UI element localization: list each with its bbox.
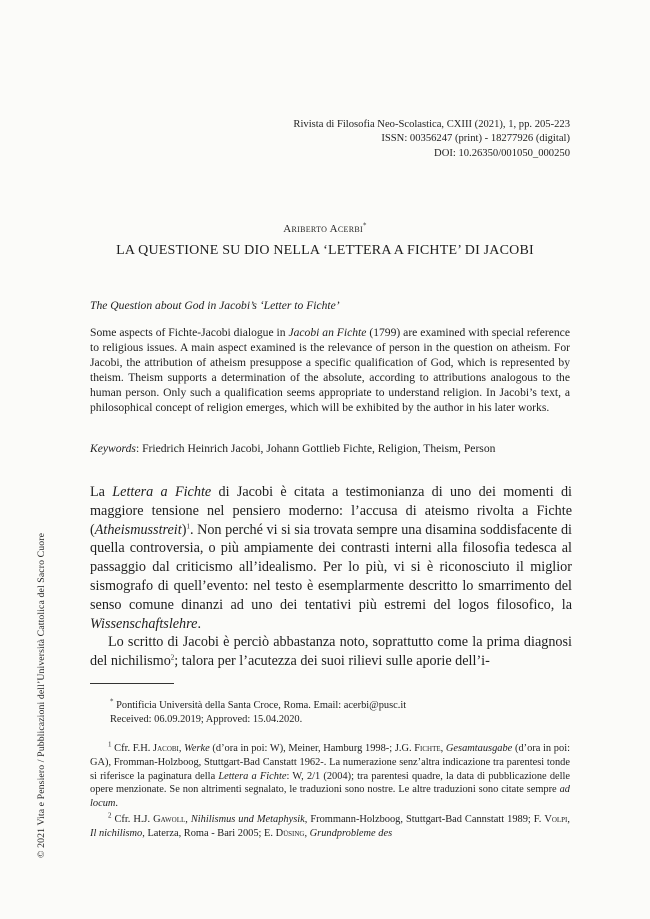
author-footnote-mark: * xyxy=(362,221,367,230)
abstract-text: Some aspects of Fichte-Jacobi dialogue in xyxy=(90,326,289,339)
body-text-span: ) xyxy=(181,521,187,538)
keywords-label: Keywords xyxy=(90,442,136,455)
footnote-text: (d’ora in poi: GA), Fromman-Holzboog, Stuttgart-Bad Canstatt 1962-. La numerazione senz’altra indicazione tra parentesi tonde si riferisce la paginatura della xyxy=(90,743,570,782)
work-title: Grundprobleme des xyxy=(309,827,393,839)
body-paragraph xyxy=(90,483,572,633)
footnote-mark: * xyxy=(110,697,114,706)
footnote-2 xyxy=(90,813,570,841)
author-name xyxy=(0,223,650,235)
english-title: The Question about God in Jacobi’s ‘Letter to Fichte’ xyxy=(90,299,340,312)
body-text-span: La xyxy=(90,484,113,500)
journal-issn: ISSN: 00356247 (print) - 18277926 (digital) xyxy=(381,133,570,145)
work-title: Lettera a Fichte xyxy=(218,770,287,782)
footnote-text: , Laterza, Roma - Bari 2005; E. xyxy=(142,827,276,839)
footnote-1 xyxy=(90,742,570,811)
footnote-text: , xyxy=(440,743,446,754)
abstract-text: (1799) are examined with special reference to religious issues. A main aspect examined is the relevance of person in the question on atheism. For Jacobi, the attribution of atheism presuppose a specific qualification of God, which is represented by theism. Theism supports a determination of the absolute, according to attributions analogous to the human person. Only such a qualification seems appropriate to understand religion. In Jacobi’s text, a philosophical concept of religion emerges, which will be exhibited by the author in his later works. xyxy=(90,326,570,414)
journal-header xyxy=(293,118,570,161)
footnote-text: , xyxy=(185,813,191,825)
work-title: Werke xyxy=(184,743,210,754)
affiliation-line xyxy=(90,699,570,713)
footnote-text: : W, 2/1 (2004); tra parentesi quadre, la data di pubblicazione delle opere menzionate. Se non altrimenti segnalato, le traduzioni sono nostre. Le altre traduzioni sono citate sempre xyxy=(90,770,571,796)
work-title: Il nichilismo xyxy=(90,827,143,839)
work-title: Lettera a Fichte xyxy=(112,484,212,500)
abstract-work-title: Jacobi an Fichte xyxy=(288,326,367,339)
author-name-ref: Fichte xyxy=(414,743,441,754)
abstract xyxy=(90,325,570,415)
footnote-number: 2 xyxy=(108,811,112,820)
author-name-ref: Volpi xyxy=(544,813,568,825)
footnotes xyxy=(90,742,570,843)
footnote-text: Cfr. H.J. xyxy=(111,813,154,825)
affiliation-text: Pontificia Università della Santa Croce, Roma. Email: acerbi@pusc.it xyxy=(113,700,407,711)
footnote-text: , xyxy=(178,743,185,754)
author-affiliation-note xyxy=(90,699,570,727)
footnote-text: , xyxy=(567,813,570,825)
footnote-ref[interactable]: 1 xyxy=(186,521,190,530)
body-text-span: . xyxy=(197,615,201,632)
keywords-list: : Friedrich Heinrich Jacobi, Johann Gottlieb Fichte, Religion, Theism, Person xyxy=(135,442,496,455)
footnote-text: . xyxy=(115,798,119,810)
footnote-text: , xyxy=(304,827,310,839)
received-line: Received: 06.09.2019; Approved: 15.04.2020. xyxy=(110,713,303,725)
copyright-sidenote: © 2021 Vita e Pensiero / Pubblicazioni dell’Università Cattolica del Sacro Cuore xyxy=(36,532,47,858)
footnote-text: , Frommann-Holzboog, Stuttgart-Bad Cannstatt 1989; F. xyxy=(304,813,545,825)
work-title: Nihilismus und Metaphysik xyxy=(190,813,305,825)
body-paragraph xyxy=(90,633,572,671)
latin-term: ad locum xyxy=(90,784,570,810)
keywords xyxy=(90,441,570,456)
german-term: Atheismusstreit xyxy=(94,521,182,538)
footnote-text: Cfr. F.H. xyxy=(111,743,154,754)
footnote-divider xyxy=(90,683,174,684)
body-text-span: . Non perché vi si sia trovata sempre una disamina soddisfacente di quella controversia, o più ampiamente dei contrasti interni alla filosofia tedesca al passaggio dal criticismo all’idealismo. Per lo più, vi si è riconosciuto il miglior sismografo di quell’evento: nel testo è esemplarmente descritto lo smarrimento del senso comune dinanzi ad uno dei tentativi più estremi del logos filosofico, la xyxy=(90,521,572,613)
footnote-text: (d’ora in poi: W), Meiner, Hamburg 1998-; J.G. xyxy=(209,743,415,754)
author-name-ref: Gawoll xyxy=(153,813,186,825)
body-text-span: Lo scritto di Jacobi è perciò abbastanza noto, soprattutto come la prima diagnosi del nichilismo xyxy=(90,634,572,670)
body-text-span: di Jacobi è citata a testimonianza di uno dei momenti di maggiore tensione nel pensiero moderno: l’accusa di ateismo rivolta a Fichte ( xyxy=(90,484,572,538)
work-title: Gesamtausgabe xyxy=(445,743,513,754)
author-name-ref: Düsing xyxy=(275,827,305,839)
body-text xyxy=(90,483,572,671)
body-text-span: ; talora per l’acutezza dei suoi rilievi sulle aporie dell’i- xyxy=(174,653,490,670)
footnote-number: 1 xyxy=(108,740,112,749)
german-term: Wissenschaftslehre xyxy=(90,615,198,632)
journal-citation: Rivista di Filosofia Neo-Scolastica, CXIII (2021), 1, pp. 205-223 xyxy=(293,119,570,130)
author-name-ref: Jacobi xyxy=(153,743,179,754)
journal-doi: DOI: 10.26350/001050_000250 xyxy=(434,147,570,159)
author-name-text: Ariberto Acerbi xyxy=(283,223,363,235)
article-title: LA QUESTIONE SU DIO NELLA ‘LETTERA A FICHTE’ DI JACOBI xyxy=(116,243,534,258)
footnote-ref[interactable]: 2 xyxy=(170,653,175,662)
